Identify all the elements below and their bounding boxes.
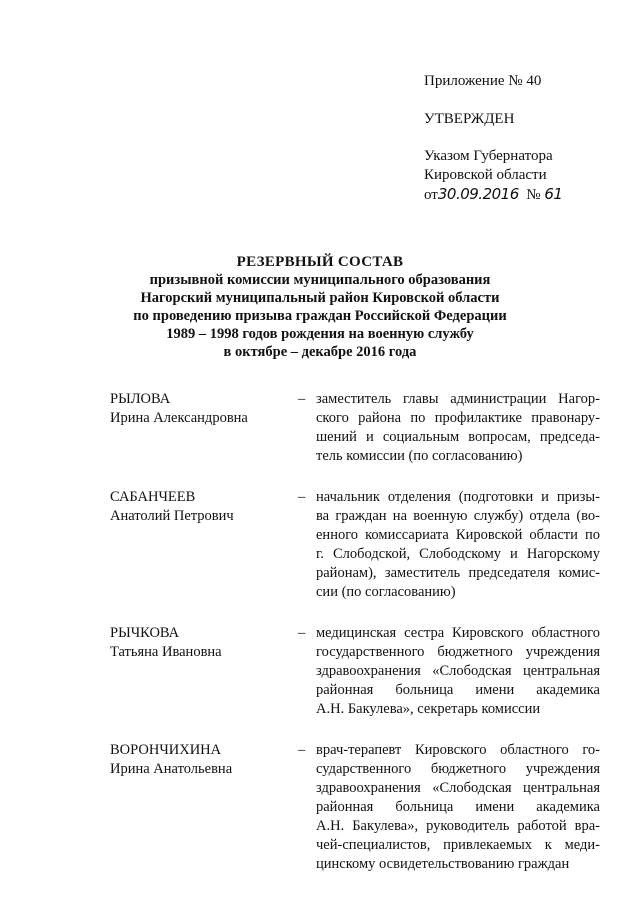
member-surname: САБАНЧЕЕВ <box>110 489 196 505</box>
title-line: 1989 – 1998 годов рождения на военную службу <box>166 326 474 342</box>
member-role-line: шений и социальным вопросам, председа- <box>316 429 600 445</box>
member-dash: – <box>298 489 306 505</box>
decree-date-line <box>424 185 624 205</box>
member-role-line: А.Н. Бакулева», секретарь комиссии <box>316 701 541 717</box>
member-role-line: сударственного бюджетного учреждения <box>316 761 600 777</box>
member-role <box>316 488 600 602</box>
member-name <box>110 390 298 466</box>
member-role-line: государственного бюджетного учреждения <box>316 644 600 660</box>
member-row <box>110 741 600 874</box>
member-role-line: г. Слободской, Слободскому и Нагорскому <box>316 546 600 562</box>
member-role <box>316 741 600 874</box>
member-role-line: тель комиссии (по согласованию) <box>316 448 523 464</box>
title-main: РЕЗЕРВНЫЙ СОСТАВ <box>236 254 404 270</box>
title-line: призывной комиссии муниципального образования <box>149 272 491 288</box>
member-role-line: сии (по согласованию) <box>316 584 456 600</box>
appendix-number: Приложение № 40 <box>424 73 542 89</box>
member-role-line: районная больница имени академика <box>316 682 600 698</box>
member-role-line: ского района по профилактике правонару- <box>316 410 600 426</box>
decree-date: 30.09.2016 <box>437 185 519 203</box>
member-dash: – <box>298 391 306 407</box>
member-role-line: здравоохранения «Слободская центральная <box>316 780 600 796</box>
member-role-line: здравоохранения «Слободская центральная <box>316 663 600 679</box>
decree-prefix: от <box>424 187 438 203</box>
member-role-line: А.Н. Бакулева», руководитель работой вра- <box>316 818 600 834</box>
title-line: в октябре – декабре 2016 года <box>223 344 417 360</box>
decree-number: 61 <box>544 185 563 203</box>
document-title <box>100 253 540 361</box>
member-role-line: районная больница имени академика <box>316 799 600 815</box>
member-row <box>110 624 600 719</box>
member-surname: ВОРОНЧИХИНА <box>110 742 222 758</box>
member-row <box>110 488 600 602</box>
member-name <box>110 741 298 874</box>
decree-number-label: № <box>526 187 541 203</box>
member-role-line: ва граждан на военную службу) отдела (во- <box>316 508 600 524</box>
approval-header <box>424 72 624 205</box>
member-role-line: заместитель главы администрации Нагор- <box>316 391 600 407</box>
members-list <box>110 390 600 896</box>
member-role-line: начальник отделения (подготовки и призы- <box>316 489 600 505</box>
member-surname: РЫЧКОВА <box>110 625 180 641</box>
member-dash: – <box>298 625 306 641</box>
member-role <box>316 624 600 719</box>
member-role <box>316 390 600 466</box>
member-role-line: чей-специалистов, привлекаемых к меди- <box>316 837 600 853</box>
member-role-line: енного комиссариата Кировской области по <box>316 527 600 543</box>
member-given-names: Анатолий Петрович <box>110 508 234 524</box>
member-dash: – <box>298 742 306 758</box>
title-line: по проведению призыва граждан Российской Федерации <box>133 308 507 324</box>
member-given-names: Ирина Александровна <box>110 410 248 426</box>
approved-label: УТВЕРЖДЕН <box>424 111 515 127</box>
member-role-line: врач-терапевт Кировского областного го- <box>316 742 600 758</box>
decree-line-1: Указом Губернатора <box>424 148 553 164</box>
decree-line-2: Кировской области <box>424 167 547 183</box>
member-given-names: Ирина Анатольевна <box>110 761 233 777</box>
title-line: Нагорский муниципальный район Кировской области <box>140 290 500 306</box>
member-role-line: цинскому освидетельствованию граждан <box>316 856 570 872</box>
member-name <box>110 488 298 602</box>
member-name <box>110 624 298 719</box>
member-given-names: Татьяна Ивановна <box>110 644 222 660</box>
member-surname: РЫЛОВА <box>110 391 171 407</box>
member-row <box>110 390 600 466</box>
member-role-line: районам), заместитель председателя комис- <box>316 565 600 581</box>
member-role-line: медицинская сестра Кировского областного <box>316 625 600 641</box>
